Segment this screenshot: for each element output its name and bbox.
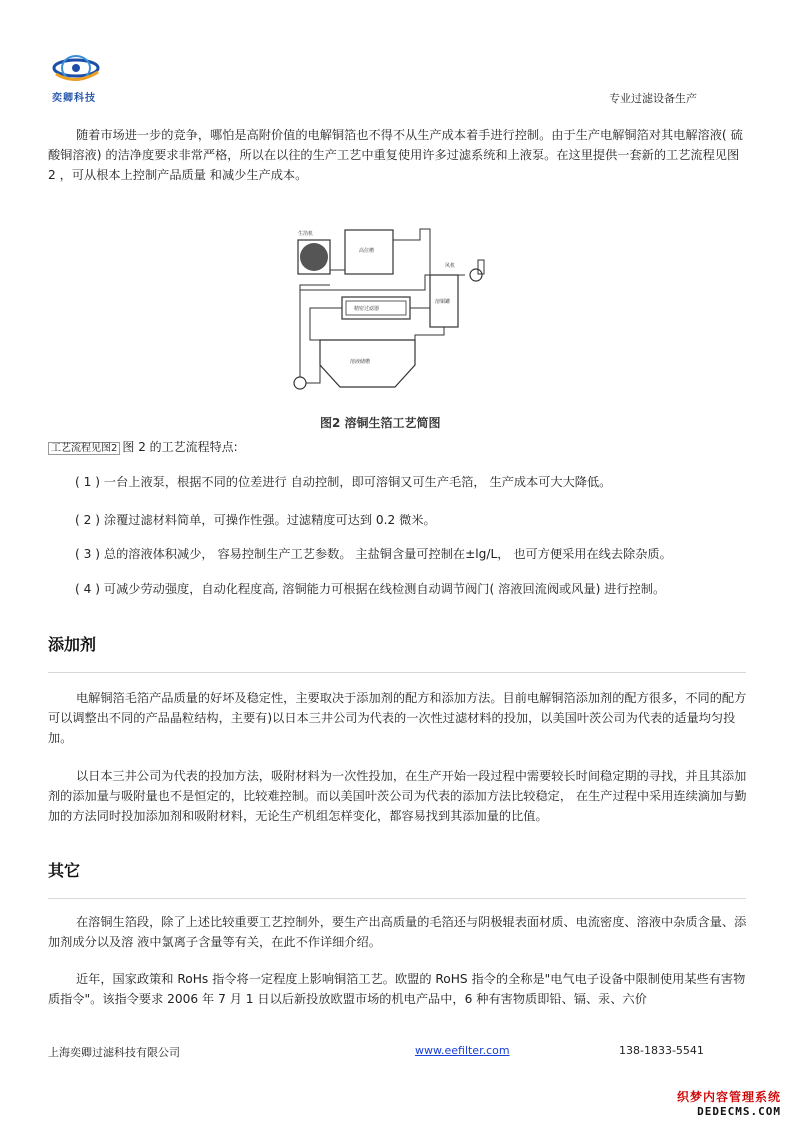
- list-item: ( 3 ) 总的溶液体积减少， 容易控制生产工艺参数。 主盐铜含量可控制在±lg/L， 也可方便采用在线去除杂质。: [75, 547, 672, 561]
- watermark: [677, 1088, 781, 1118]
- other-paragraph-1: 在溶铜生箔段，除了上述比较重要工艺控制外，要生产出高质量的毛箔还与阴极辊表面材质、电流密度、溶液中杂质含量、添加剂成分以及溶 液中氯离子含量等有关，在此不作详细介绍。: [48, 915, 747, 949]
- additive-paragraph-2: 以日本三井公司为代表的投加方法，吸附材料为一次性投加，在生产开始一段过程中需要较长时间稳定期的寻找，并且其添加剂的添加量与吸附量也不是恒定的，比较难控制。而以美国叶茨公司为代表的添加方法比较稳定， 在生产过程中采用连续滴加与勤加的方法同时投加添加剂和吸附材料，无论生产机组怎样变化，都容易找到其添加量的比值。: [48, 769, 747, 823]
- footer-phone: 138-1833-5541: [619, 1044, 704, 1057]
- footer-company: 上海奕卿过滤科技有限公司: [48, 1046, 180, 1059]
- additive-paragraph-1: 电解铜箔毛箔产品质量的好坏及稳定性，主要取决于添加剂的配方和添加方法。目前电解铜箔添加剂的配方很多，不同的配方可以调整出不同的产品晶粒结构，主要有)以日本三井公司为代表的一次性过滤材料的投加，以美国叶茨公司为代表的适量均匀投加。: [48, 691, 747, 745]
- figure-caption: 图2 溶铜生箔工艺简图: [320, 416, 441, 430]
- figure-reference-line: [48, 438, 238, 455]
- other-paragraph-2: 近年，国家政策和 RoHs 指令将一定程度上影响铜箔工艺。欧盟的 RoHS 指令的全称是"电气电子设备中限制使用某些有害物质指令"。该指令要求 2006 年 7 月 1 日以后新投放欧盟市场的机电产品中，6 种有害物质即铅、镉、汞、六价: [48, 972, 746, 1006]
- figure-boxed-label: 工艺流程见图2: [48, 442, 120, 455]
- label-storage: 溶液储槽: [350, 359, 371, 365]
- list-item: ( 1 ) 一台上液泵，根据不同的位差进行 自动控制，即可溶铜又可生产毛箔， 生产成本可大大降低。: [75, 475, 612, 489]
- figure-label-suffix: 图 2 的工艺流程特点:: [122, 440, 238, 454]
- foil-drum: [300, 243, 328, 271]
- watermark-line-1: 织梦内容管理系统: [676, 1090, 781, 1104]
- section-divider: [48, 672, 746, 673]
- intro-paragraph: 随着市场进一步的竞争，哪怕是高附价值的电解铜箔也不得不从生产成本着手进行控制。由于生产电解铜箔对其电解溶液( 硫酸铜溶液) 的洁净度要求非常严格，所以在以往的生产工艺中重复使用许多过滤系统和上液泵。在这里提供一套新的工艺流程见图 2 ，可从根本上控制产品质量 和减少生产成本。: [48, 128, 743, 182]
- label-dissolver: 溶铜罐: [435, 299, 451, 305]
- label-filter: 精密过滤器: [354, 306, 380, 312]
- footer-website-link[interactable]: www.eefilter.com: [415, 1044, 510, 1057]
- watermark-line-2: DEDECMS.COM: [697, 1105, 781, 1118]
- section-divider: [48, 898, 746, 899]
- header-tagline: 专业过滤设备生产: [609, 92, 697, 105]
- list-item: ( 4 ) 可减少劳动强度，自动化程度高, 溶铜能力可根据在线检测自动调节阀门( 溶液回流阀或风量) 进行控制。: [75, 582, 666, 596]
- label-tank: 高位槽: [359, 248, 375, 254]
- list-item: ( 2 ) 涂覆过滤材料简单，可操作性强。过滤精度可达到 0.2 微米。: [75, 513, 436, 527]
- section-title-additive: 添加剂: [48, 635, 97, 654]
- label-blower: 风机: [445, 263, 456, 269]
- label-machine: 生箔机: [298, 231, 314, 237]
- section-title-other: 其它: [48, 861, 81, 880]
- company-logo-text: 奕卿科技: [52, 93, 96, 104]
- pump: [294, 377, 306, 389]
- process-diagram: [290, 215, 500, 415]
- blower: [470, 269, 482, 281]
